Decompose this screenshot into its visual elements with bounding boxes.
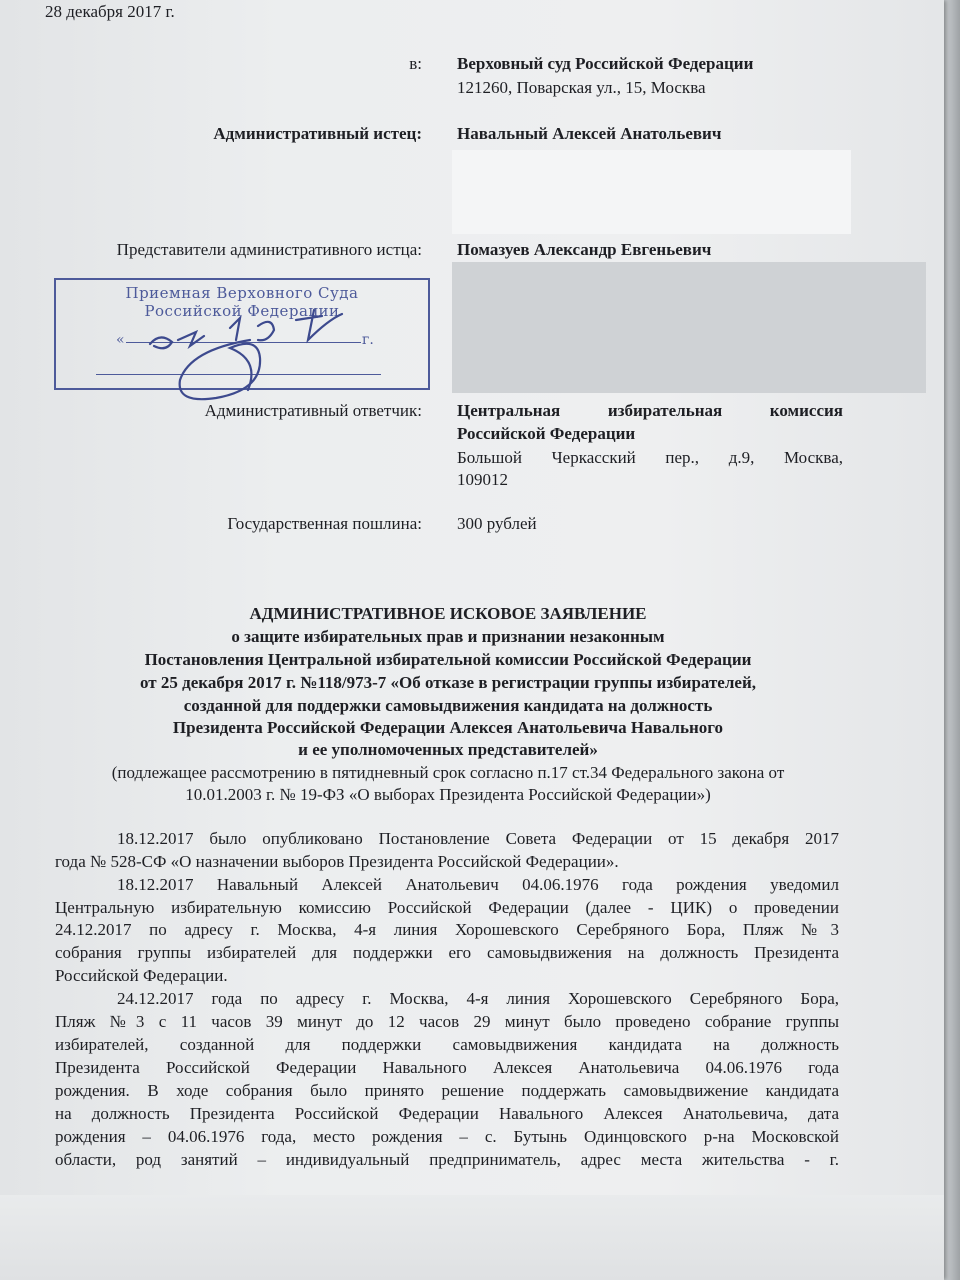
- to-label: в:: [409, 54, 422, 73]
- representatives-label: Представители административного истца:: [116, 240, 422, 259]
- stamp-line-1: Приемная Верховного Суда: [125, 284, 359, 302]
- paragraph-3-line-1: 24.12.2017 года по адресу г. Москва, 4-я линия Хорошевского Серебряного Бора,: [117, 989, 839, 1008]
- title-line-4: от 25 декабря 2017 г. №118/973-7 «Об отказе в регистрации группы избирателей,: [140, 673, 756, 692]
- paragraph-1-line-1: 18.12.2017 было опубликовано Постановление Совета Федерации от 15 декабря 2017: [117, 829, 839, 848]
- paragraph-2-line-1: 18.12.2017 Навальный Алексей Анатольевич 04.06.1976 года рождения уведомил: [117, 875, 839, 894]
- redaction-box: [452, 150, 851, 234]
- paragraph-3-line-4: Президента Российской Федерации Навального Алексея Анатольевича 04.06.1976 года: [55, 1058, 839, 1077]
- plaintiff-name: Навальный Алексей Анатольевич: [457, 124, 722, 143]
- court-address: 121260, Поварская ул., 15, Москва: [457, 78, 706, 97]
- title-line-2: о защите избирательных прав и признании незаконным: [231, 627, 665, 646]
- document-date: 28 декабря 2017 г.: [45, 2, 175, 21]
- defendant-address-line-2: 109012: [457, 470, 508, 489]
- defendant-name-line-1: Центральная избирательная комиссия: [457, 401, 843, 420]
- paragraph-2-line-4: собрания группы избирателей для поддержки его самовыдвижения на должность Президента: [55, 943, 839, 962]
- title-line-6: Президента Российской Федерации Алексея Анатольевича Навального: [172, 718, 724, 737]
- document-heading: АДМИНИСТРАТИВНОЕ ИСКОВОЕ ЗАЯВЛЕНИЕ: [249, 604, 647, 623]
- stamp-line-2: Российской Федерации: [144, 302, 340, 320]
- handwritten-signature: [100, 300, 370, 410]
- paragraph-3-line-8: области, род занятий – индивидуальный предприниматель, адрес места жительства - г.: [55, 1150, 839, 1169]
- defendant-address-line-1: Большой Черкасский пер., д.9, Москва,: [457, 448, 843, 467]
- plaintiff-label: Административный истец:: [213, 124, 422, 143]
- paragraph-2-line-2: Центральную избирательную комиссию Российской Федерации (далее - ЦИК) о проведении: [55, 898, 839, 917]
- defendant-name-line-2: Российской Федерации: [457, 424, 636, 443]
- fee-label: Государственная пошлина:: [227, 514, 422, 533]
- paragraph-2-line-5: Российской Федерации.: [55, 966, 228, 985]
- page-bottom-margin: [0, 1195, 944, 1280]
- title-line-5: созданной для поддержки самовыдвижения кандидата на должность: [183, 696, 713, 715]
- paragraph-3-line-6: на должность Президента Российской Федерации Навального Алексея Анатольевича, дата: [55, 1104, 839, 1123]
- paragraph-2-line-3: 24.12.2017 по адресу г. Москва, 4-я линия Хорошевского Серебряного Бора, Пляж №3: [55, 920, 839, 939]
- title-line-3: Постановления Центральной избирательной комиссии Российской Федерации: [144, 650, 752, 669]
- paragraph-3-line-3: избирателей, созданной для поддержки самовыдвижения кандидата на должность: [55, 1035, 839, 1054]
- redaction-box: [452, 262, 926, 393]
- defendant-label: Административный ответчик:: [204, 401, 422, 420]
- paragraph-3-line-5: рождения. В ходе собрания было принято решение поддержать самовыдвижение кандидата: [55, 1081, 839, 1100]
- stamp-quote: «: [116, 332, 125, 348]
- representative-name: Помазуев Александр Евгеньевич: [457, 240, 712, 259]
- court-name: Верховный суд Российской Федерации: [457, 54, 754, 73]
- title-note-line-2: 10.01.2003 г. № 19-ФЗ «О выборах Президента Российской Федерации»): [185, 785, 711, 804]
- paragraph-1-line-2: года № 528-СФ «О назначении выборов Президента Российской Федерации».: [55, 852, 619, 871]
- stamp-year-suffix: г.: [362, 332, 374, 348]
- paragraph-3-line-2: Пляж №3 с 11 часов 39 минут до 12 часов 29 минут было проведено собрание группы: [55, 1012, 839, 1031]
- title-note-line-1: (подлежащее рассмотрению в пятидневный срок согласно п.17 ст.34 Федерального закона от: [111, 763, 785, 782]
- fee-value: 300 рублей: [457, 514, 537, 533]
- title-line-7: и ее уполномоченных представителей»: [298, 740, 598, 759]
- paragraph-3-line-7: рождения – 04.06.1976 года, место рождения – с. Бутынь Одинцовского р-на Московской: [55, 1127, 839, 1146]
